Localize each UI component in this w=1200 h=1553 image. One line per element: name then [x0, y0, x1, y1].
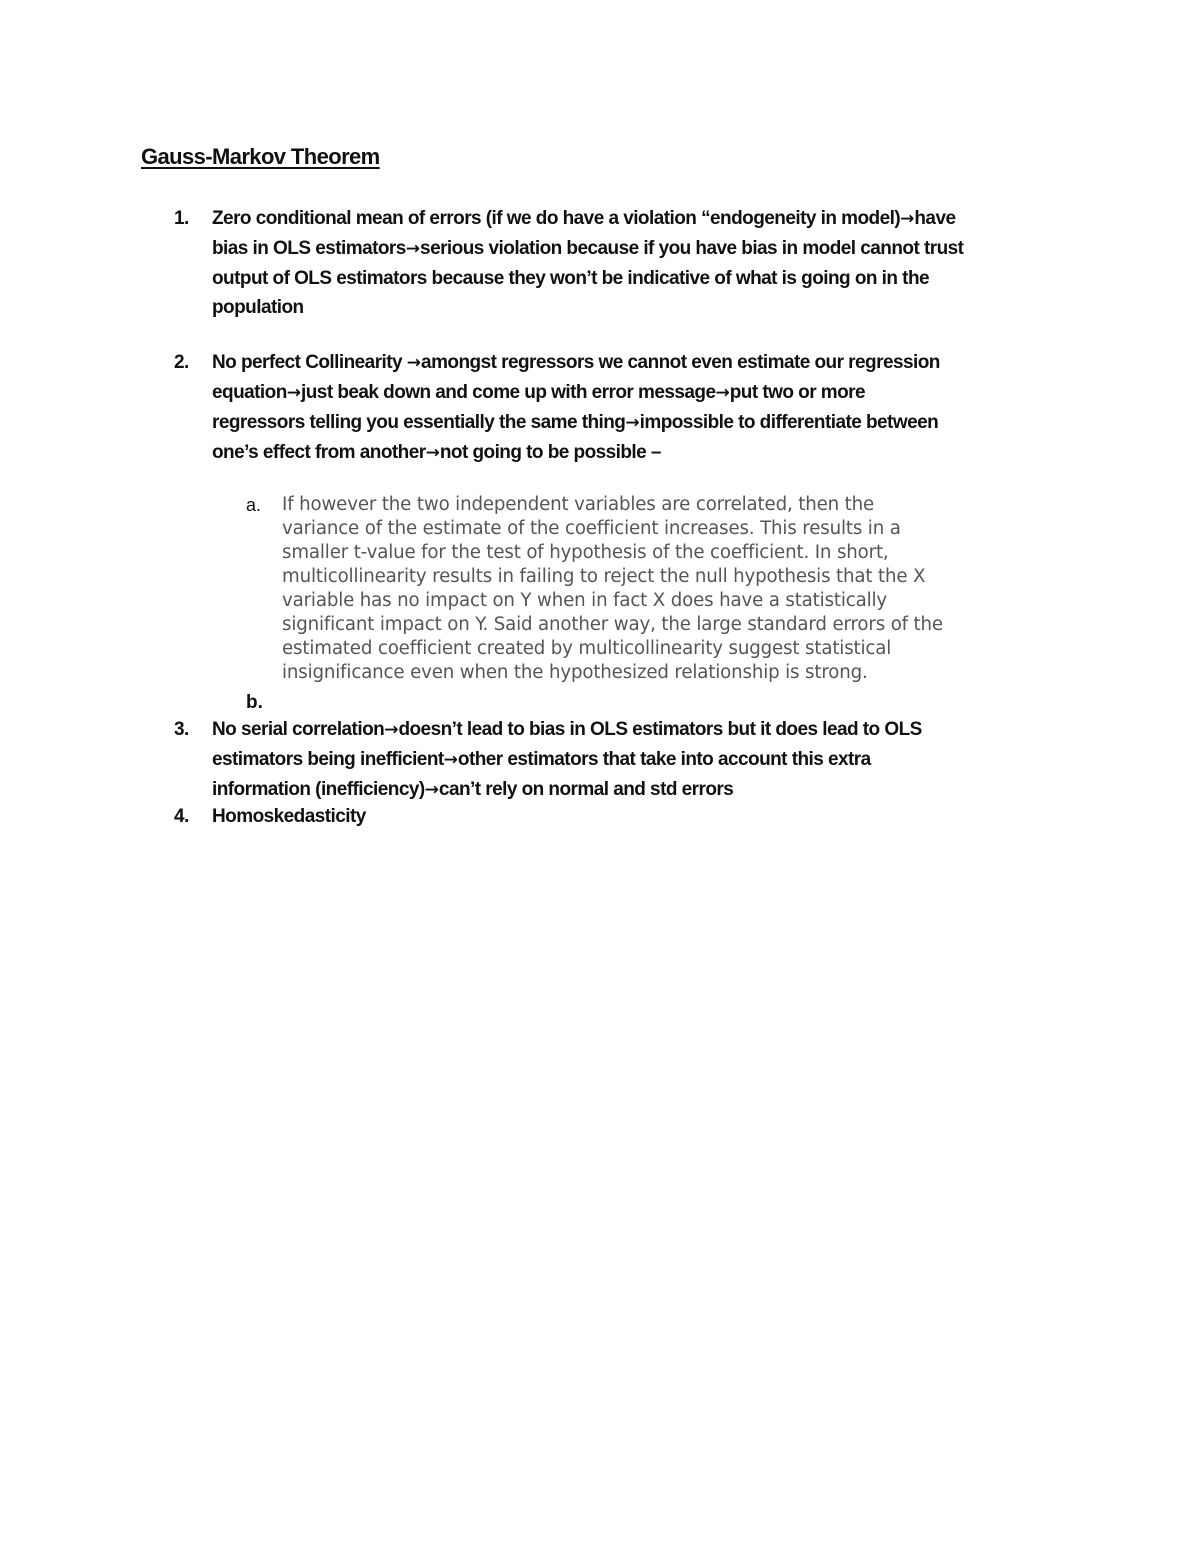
- list-item-4: [174, 802, 1074, 831]
- text-run: can’t rely on normal and std errors: [438, 779, 734, 800]
- list-item-text: [212, 715, 1074, 805]
- text-run: amongst regressors we cannot even estimate our regression: [421, 352, 940, 373]
- list-item-2: [174, 348, 1074, 468]
- text-line: [212, 438, 1074, 468]
- text-run: bias in OLS estimators: [212, 238, 406, 259]
- sub-list-item-letter: a.: [246, 495, 261, 515]
- text-line: [212, 348, 1074, 378]
- arrow-icon: →: [443, 750, 458, 770]
- text-run: estimators being inefficient: [212, 749, 444, 770]
- arrow-icon: →: [286, 383, 302, 403]
- text-line: [212, 378, 1074, 408]
- list-item-number: 1.: [174, 208, 189, 229]
- list-item-number: 2.: [174, 352, 189, 373]
- text-line: insignificance even when the hypothesized relationship is strong.: [282, 662, 868, 683]
- text-run: equation: [212, 382, 287, 403]
- text-run: just beak down and come up with error message: [301, 382, 716, 403]
- text-line: [212, 408, 1074, 438]
- text-run: No perfect Collinearity: [212, 352, 407, 373]
- arrow-icon: →: [406, 353, 422, 373]
- text-line: [212, 715, 1074, 745]
- text-line: Homoskedasticity: [212, 806, 366, 827]
- text-run: impossible to differentiate between: [639, 412, 939, 433]
- text-line: variance of the estimate of the coefficient increases. This results in a: [282, 518, 901, 539]
- arrow-icon: →: [715, 383, 730, 403]
- text-line: significant impact on Y. Said another way, the large standard errors of the: [282, 614, 943, 635]
- arrow-icon: →: [405, 239, 421, 259]
- list-item-3: [174, 715, 1074, 805]
- text-line: estimated coefficient created by multicollinearity suggest statistical: [282, 638, 892, 659]
- sub-list-item-a: [246, 493, 1066, 685]
- arrow-icon: →: [384, 720, 399, 740]
- list-item-text: [212, 802, 1074, 831]
- arrow-icon: →: [424, 780, 439, 800]
- text-line: [212, 775, 1074, 805]
- arrow-icon: →: [900, 209, 915, 229]
- text-run: regressors telling you essentially the same thing: [212, 412, 626, 433]
- sub-list-item-text: [282, 493, 1066, 685]
- text-line: If however the two independent variables are correlated, then the: [282, 494, 875, 515]
- text-line: multicollinearity results in failing to reject the null hypothesis that the X: [282, 566, 926, 587]
- list-item-1: [174, 204, 1074, 322]
- text-run: doesn’t lead to bias in OLS estimators but it does lead to OLS: [398, 719, 922, 740]
- text-line: smaller t-value for the test of hypothesis of the coefficient. In short,: [282, 542, 889, 563]
- sub-list-item-b: [246, 688, 263, 717]
- text-run: other estimators that take into account this extra: [457, 749, 871, 770]
- text-run: serious violation because if you have bias in model cannot trust: [420, 238, 964, 259]
- list-item-text: [212, 204, 1074, 322]
- text-run: one’s effect from another: [212, 442, 426, 463]
- text-line: variable has no impact on Y when in fact X does have a statistically: [282, 590, 888, 611]
- text-run: Zero conditional mean of errors (if we do have a violation “endogeneity in model): [212, 208, 901, 229]
- text-run: put two or more: [729, 382, 866, 403]
- list-item-text: [212, 348, 1074, 468]
- list-item-number: 4.: [174, 806, 189, 827]
- text-run: information (inefficiency): [212, 779, 425, 800]
- text-line: [212, 745, 1074, 775]
- text-run: No serial correlation: [212, 719, 385, 740]
- document-title: Gauss-Markov Theorem: [141, 144, 380, 169]
- list-item-number: 3.: [174, 719, 189, 740]
- arrow-icon: →: [625, 413, 640, 433]
- arrow-icon: →: [425, 443, 440, 463]
- sub-list-item-letter: b.: [246, 692, 263, 713]
- text-line: population: [212, 297, 304, 318]
- text-line: [212, 204, 1074, 234]
- text-line: [212, 234, 1074, 264]
- text-run: not going to be possible –: [439, 442, 661, 463]
- text-line: output of OLS estimators because they won’t be indicative of what is going on in the: [212, 268, 930, 289]
- text-run: have: [914, 208, 956, 229]
